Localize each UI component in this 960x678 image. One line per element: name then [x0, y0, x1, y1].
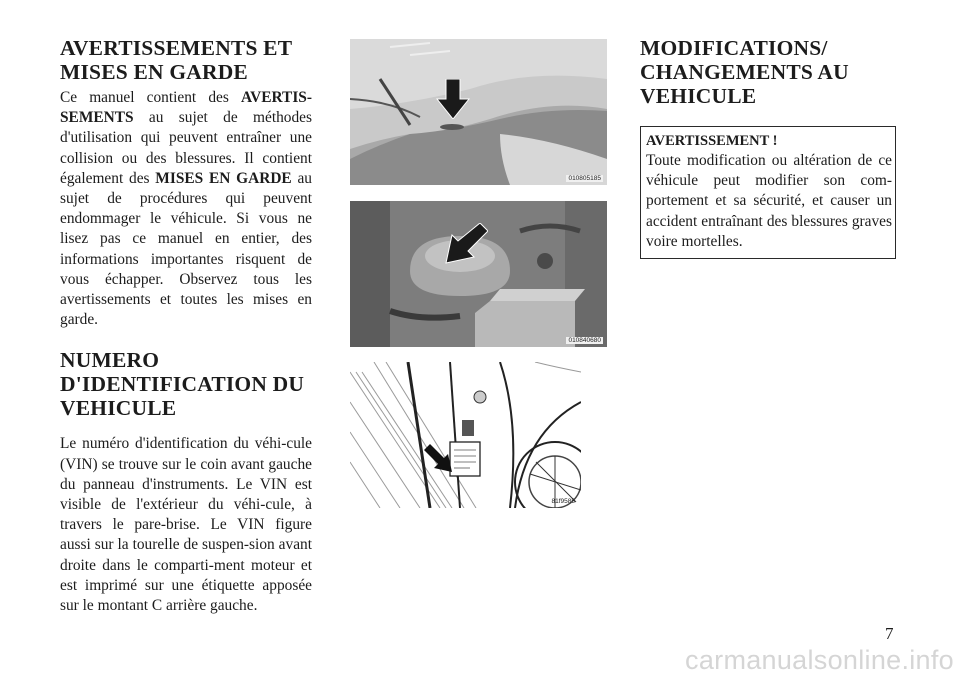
warning-text: Toute modification ou altération de ce véhicule peut modifier son com-portement et sa sécurité, et causer un accident entraînant des blessures graves voire mortelles. [646, 152, 892, 250]
vin-paragraph: Le numéro d'identification du véhi-cule (VIN) se trouve sur le coin avant gauche du panneau d'instruments. Le VIN est visible de l'extérieur du véhi-cule, à travers le pare-brise. Le VIN figure aussi sur la tourelle de suspen-sion avant droite dans le comparti-ment moteur et est imprimé sur une étiquette apposée sur le montant C arrière gauche. [60, 435, 312, 615]
figure-engine-vin [350, 201, 607, 347]
section-title-warnings: AVERTISSEMENTS ET MISES EN GARDE [60, 36, 292, 84]
warning-title: AVERTISSEMENT ! [646, 133, 778, 149]
pillar-illustration [350, 362, 581, 508]
figure-windshield-vin [350, 39, 607, 185]
page-number: 7 [885, 624, 894, 643]
warnings-text-1: Ce manuel contient des [60, 89, 241, 106]
figure-pillar-label [350, 362, 581, 508]
warning-box [640, 126, 896, 259]
arrow-down-left-icon [444, 223, 488, 265]
warnings-paragraph [60, 88, 312, 330]
windshield-illustration [350, 39, 607, 185]
warnings-text-3: au sujet de procédures qui peuvent endommager le véhicule. Si vous ne lisez pas ce manuel en entier, des informations importantes risquent de vous échapper. Observez tous les avertissements et toutes les mises en garde. [60, 169, 312, 329]
figure-code: 010805185 [568, 175, 601, 182]
figure-code: 010840680 [568, 337, 601, 344]
arrow-down-icon [436, 79, 470, 119]
warnings-bold-1: AVERTIS-SEMENTS [60, 89, 312, 127]
right-column [640, 36, 896, 259]
left-column [60, 36, 312, 616]
section-title-vin: NUMERO D'IDENTIFICATION DU VEHICULE [60, 348, 305, 421]
section-title-modifications: MODIFICATIONS/ CHANGEMENTS AU VEHICULE [640, 36, 849, 108]
warnings-text-2: au sujet de méthodes d'utilisation qui peuvent entraîner une collision ou des blessures. Il contient également des [60, 109, 312, 187]
watermark: carmanualsonline.info [685, 645, 954, 675]
arrow-down-right-icon [424, 444, 454, 474]
warnings-bold-2: MISES EN GARDE [155, 169, 292, 187]
figure-code: 81f9585 [551, 498, 575, 505]
